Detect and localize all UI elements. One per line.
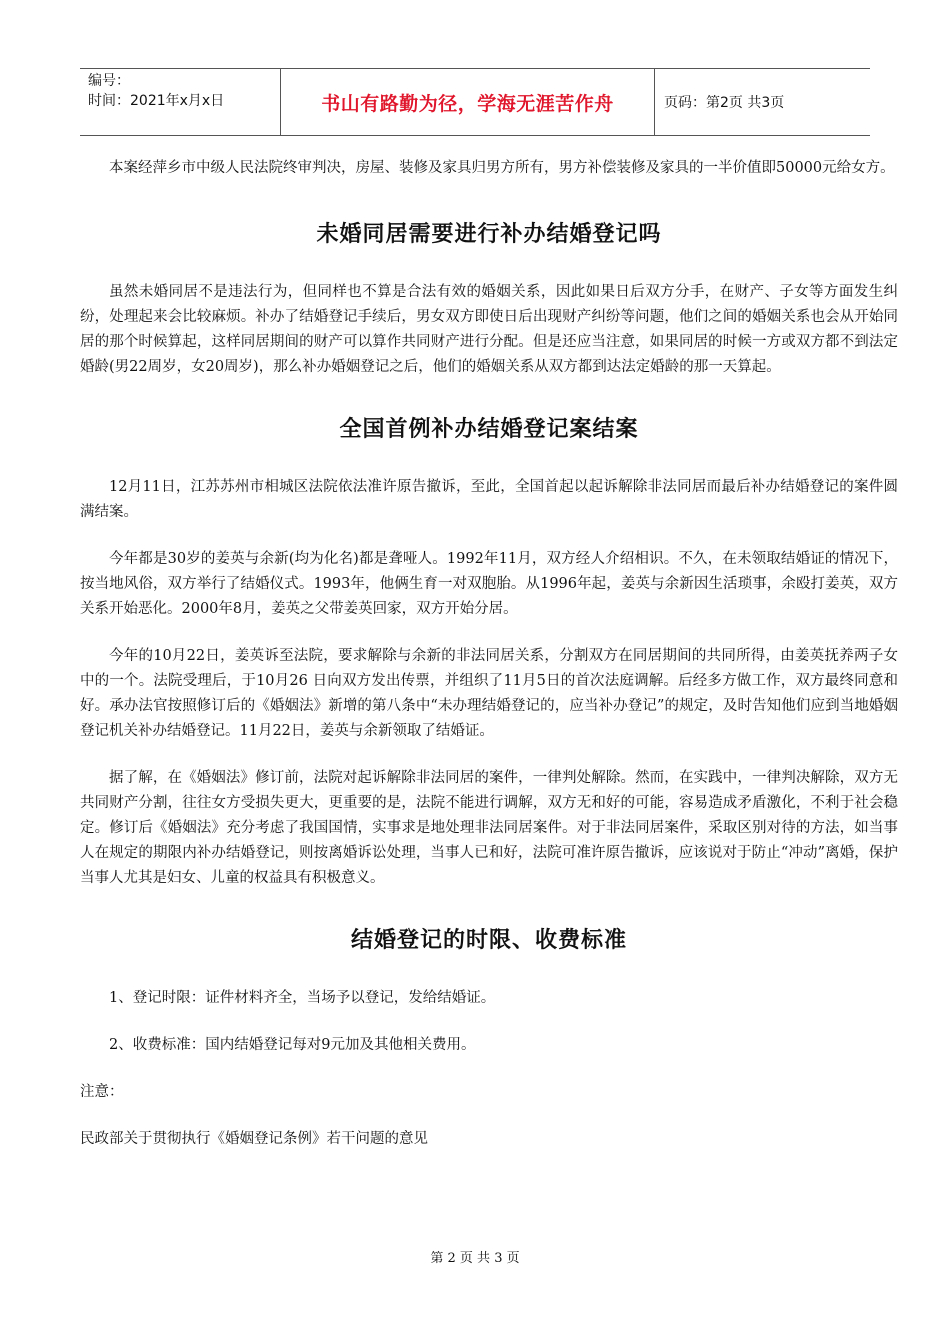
document-header <box>80 68 870 136</box>
paragraph-5: 据了解，在《婚姻法》修订前，法院对起诉解除非法同居的案件，一律判处解除。然而，在实践中，一律判决解除，双方无共同财产分割，往往女方受损失更大，更重要的是，法院不能进行调解，双方无和好的可能，容易造成矛盾激化，不利于社会稳定。修订后《婚姻法》充分考虑了我国国情，实事求是地处理非法同居案件。对于非法同居案件，采取区别对待的方法，如当事人在规定的期限内补办结婚登记，则按离婚诉讼处理，当事人已和好，法院可准许原告撤诉，应该说对于防止“冲动”离婚，保护当事人尤其是妇女、儿童的权益具有积极意义。 <box>80 770 898 886</box>
paragraph-7: 2、收费标准：国内结婚登记每对9元加及其他相关费用。 <box>109 1037 476 1053</box>
header-page-label: 页码：第2页 共3页 <box>664 95 785 111</box>
section-heading-2: 全国首例补办结婚登记案结案 <box>339 417 639 442</box>
paragraph-reference: 民政部关于贯彻执行《婚姻登记条例》若干问题的意见 <box>80 1131 428 1147</box>
section-heading-3: 结婚登记的时限、收费标准 <box>350 928 627 953</box>
paragraph-1: 虽然未婚同居不是违法行为，但同样也不算是合法有效的婚姻关系，因此如果日后双方分手，在财产、子女等方面发生纠纷，处理起来会比较麻烦。补办了结婚登记手续后，男女双方即使日后出现财产纠纷等问题，他们之间的婚姻关系也会从开始同居的那个时候算起，这样同居期间的财产可以算作共同财产进行分配。但是还应当注意，如果同居的时候一方或双方都不到法定婚龄(男22周岁，女20周岁)，那么补办婚姻登记之后，他们的婚姻关系从双方都到达法定婚龄的那一天算起。 <box>80 284 898 375</box>
paragraph-2: 12月11日，江苏苏州市相城区法院依法准许原告撤诉，至此，全国首起以起诉解除非法同居而最后补办结婚登记的案件圆满结案。 <box>80 479 898 520</box>
header-meta <box>80 69 281 135</box>
paragraph-4: 今年的10月22日，姜英诉至法院，要求解除与余新的非法同居关系，分割双方在同居期间的共同所得，由姜英抚养两子女中的一个。法院受理后，于10月26 日向双方发出传票，并组织了11月5日的首次法庭调解。后经多方做工作，双方最终同意和好。承办法官按照修订后的《婚姻法》新增的第八条中“未办理结婚登记的，应当补办登记”的规定，及时告知他们应到当地婚姻登记机关补办结婚登记。11月22日，姜英与余新领取了结婚证。 <box>80 648 898 739</box>
header-number-label: 编号： <box>88 73 130 89</box>
section-heading-1: 未婚同居需要进行补办结婚登记吗 <box>316 222 662 247</box>
paragraph-6: 1、登记时限：证件材料齐全，当场予以登记，发给结婚证。 <box>109 990 496 1006</box>
page-footer: 第 2 页 共 3 页 <box>430 1251 520 1266</box>
paragraph-note: 注意： <box>80 1084 124 1100</box>
paragraph-intro: 本案经萍乡市中级人民法院终审判决，房屋、装修及家具归男方所有，男方补偿装修及家具的一半价值即50000元给女方。 <box>109 160 895 176</box>
header-motto: 书山有路勤为径，学海无涯苦作舟 <box>281 69 655 135</box>
header-time-label: 时间：2021年x月x日 <box>88 93 225 109</box>
paragraph-3: 今年都是30岁的姜英与余新(均为化名)都是聋哑人。1992年11月，双方经人介绍相识。不久，在未领取结婚证的情况下，按当地风俗，双方举行了结婚仪式。1993年，他俩生育一对双胞胎。从1996年起，姜英与余新因生活琐事，余殴打姜英，双方关系开始恶化。2000年8月，姜英之父带姜英回家，双方开始分居。 <box>80 551 898 617</box>
document-body <box>80 156 898 1174</box>
